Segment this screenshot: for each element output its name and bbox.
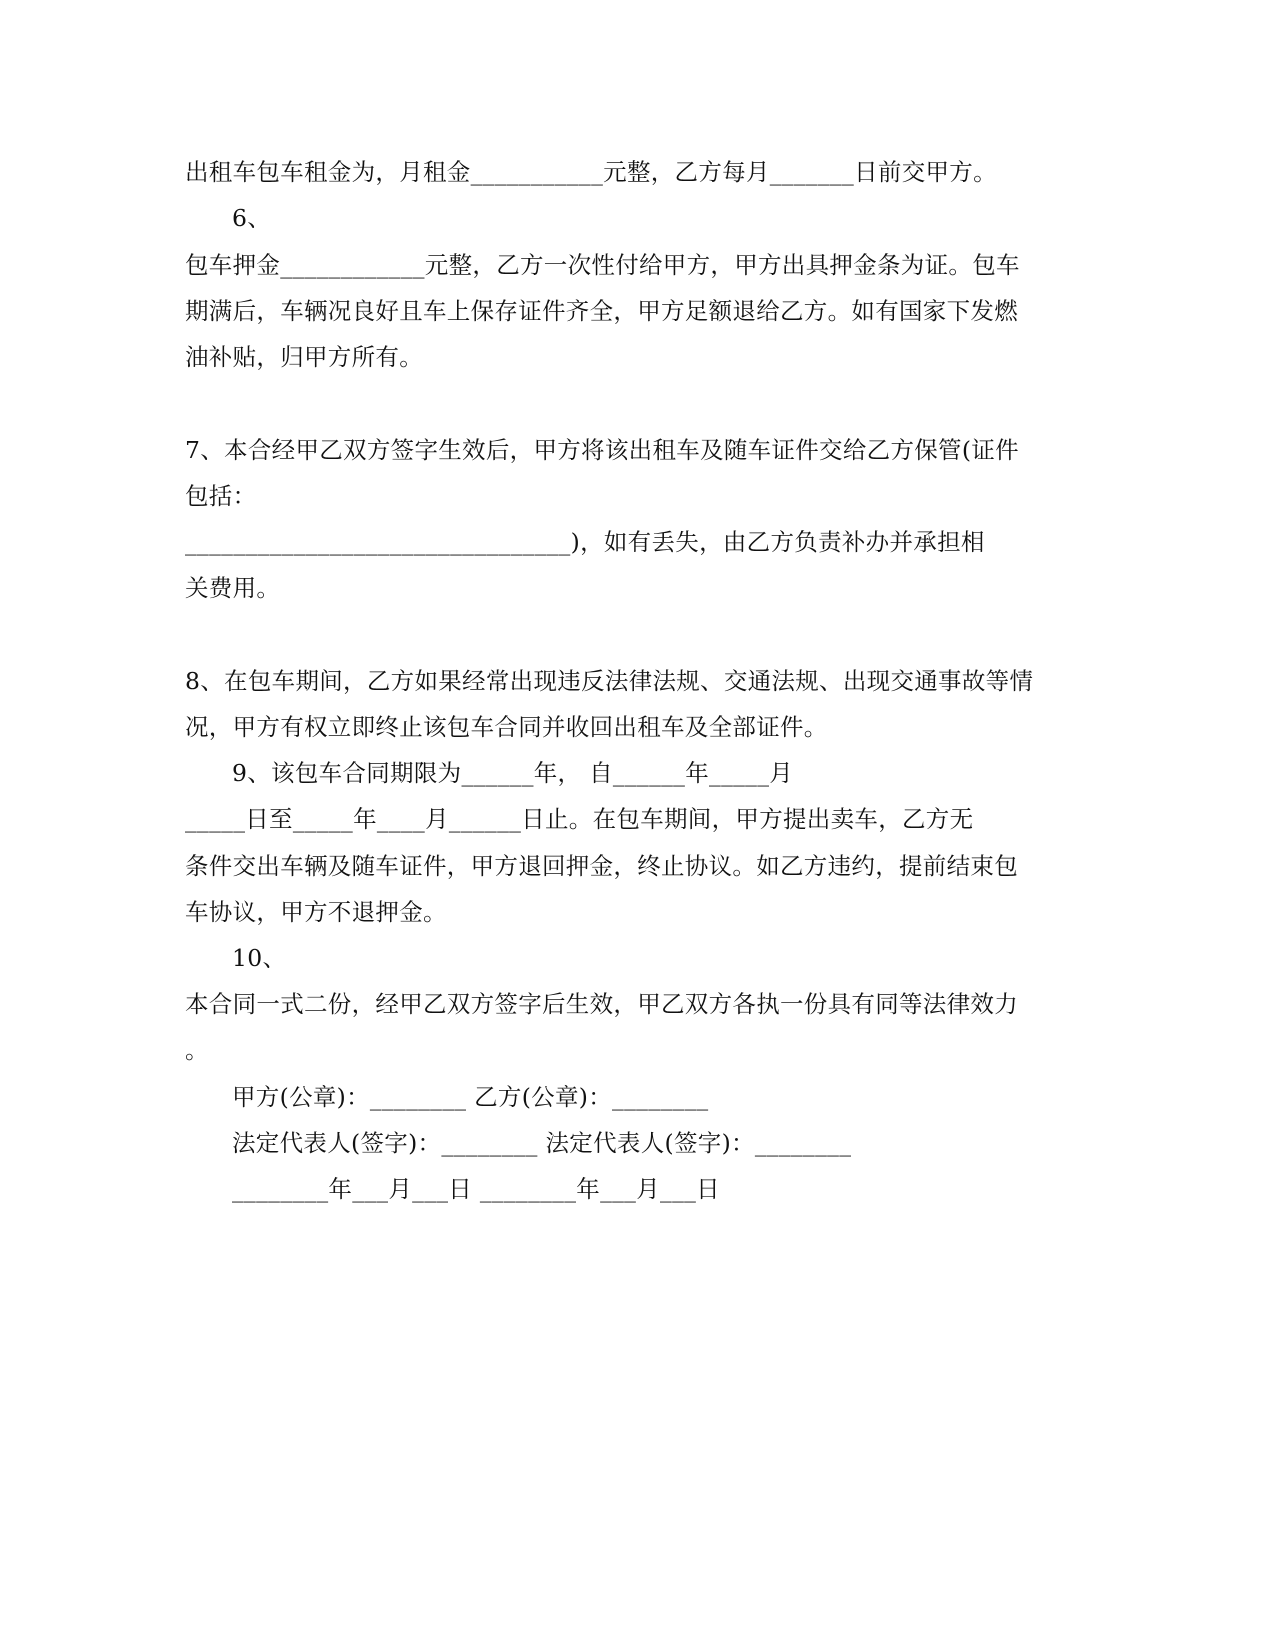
text-line: 条件交出车辆及随车证件，甲方退回押金，终止协议。如乙方违约，提前结束包 <box>185 852 1018 880</box>
representative-signature-line: 法定代表人(签字)：________ 法定代表人(签字)：________ <box>232 1129 852 1157</box>
text-line: 本合同一式二份，经甲乙双方签字后生效，甲乙双方各执一份具有同等法律效力 <box>185 990 1018 1018</box>
text-line: 关费用。 <box>185 574 281 602</box>
text-line: 。 <box>185 1036 209 1064</box>
text-line: 7、本合经甲乙双方签字生效后，甲方将该出租车及随车证件交给乙方保管(证件 <box>185 436 1019 464</box>
seal-signature-line: 甲方(公章)：________ 乙方(公章)：________ <box>232 1083 709 1111</box>
text-line: 8、在包车期间，乙方如果经常出现违反法律法规、交通法规、出现交通事故等情 <box>185 667 1034 695</box>
text-line: 包括： <box>185 482 257 510</box>
text-line: 出租车包车租金为，月租金___________元整，乙方每月_______日前交甲方。 <box>185 158 997 186</box>
text-line: _____日至_____年____月______日止。在包车期间，甲方提出卖车，乙方无 <box>185 805 974 833</box>
text-line: ________________________________)，如有丢失，由乙方负责补办并承担相 <box>185 528 985 556</box>
text-line: 9、该包车合同期限为______年， 自______年_____月 <box>232 759 794 787</box>
text-line: 油补贴，归甲方所有。 <box>185 343 423 371</box>
clause-number: 10、 <box>232 944 287 972</box>
text-line: 期满后，车辆况良好且车上保存证件齐全，甲方足额退给乙方。如有国家下发燃 <box>185 297 1018 325</box>
text-line: 车协议，甲方不退押金。 <box>185 898 447 926</box>
text-line: 况，甲方有权立即终止该包车合同并收回出租车及全部证件。 <box>185 713 828 741</box>
date-line: ________年___月___日 ________年___月___日 <box>232 1175 720 1203</box>
clause-number: 6、 <box>232 204 272 232</box>
text-line: 包车押金____________元整，乙方一次性付给甲方，甲方出具押金条为证。包车 <box>185 251 1020 279</box>
